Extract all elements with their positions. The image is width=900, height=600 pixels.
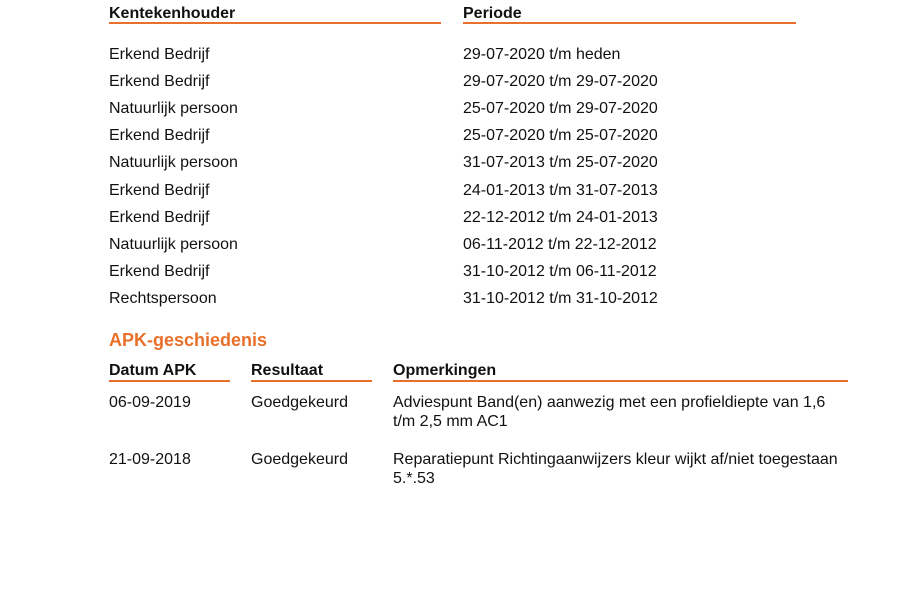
holder-cell: Erkend Bedrijf [109,127,210,145]
apk-remarks-cell: Reparatiepunt Richtingaanwijzers kleur wijkt af/niet toegestaan 5.*.53 [393,451,838,487]
apk-result-cell: Goedgekeurd [251,451,348,468]
apk-remarks-cell: Adviespunt Band(en) aanwezig met een profieldiepte van 1,6 t/m 2,5 mm AC1 [393,394,826,430]
apk-date-cell: 06-09-2019 [109,394,191,411]
period-cell: 25-07-2020 t/m 25-07-2020 [463,127,658,145]
holder-cell: Rechtspersoon [109,290,217,308]
owner-history-header [109,6,809,24]
remarks-column-header: Opmerkingen [393,362,848,382]
table-row [109,286,809,313]
holder-cell: Natuurlijk persoon [109,154,238,172]
table-row [109,231,809,258]
apk-history-rows [109,393,849,488]
apk-history-header [109,362,849,382]
holder-cell: Erkend Bedrijf [109,72,210,90]
period-cell: 24-01-2013 t/m 31-07-2013 [463,181,658,199]
table-row [109,259,809,286]
table-row [109,177,809,204]
holder-column-header: Kentekenhouder [109,6,441,24]
period-cell: 29-07-2020 t/m 29-07-2020 [463,72,658,90]
table-row [109,95,809,122]
period-column-header: Periode [463,6,796,24]
period-cell: 31-10-2012 t/m 06-11-2012 [463,263,657,281]
period-cell: 06-11-2012 t/m 22-12-2012 [463,235,657,253]
apk-result-cell: Goedgekeurd [251,394,348,411]
apk-date-cell: 21-09-2018 [109,451,191,468]
holder-cell: Natuurlijk persoon [109,99,238,117]
owner-history-table [109,6,809,313]
table-row [109,123,809,150]
holder-cell: Erkend Bedrijf [109,45,210,63]
table-row [109,450,849,488]
table-row [109,41,809,68]
result-column-header: Resultaat [251,362,372,382]
holder-cell: Erkend Bedrijf [109,263,210,281]
holder-cell: Erkend Bedrijf [109,181,210,199]
apk-section-title: APK-geschiedenis [109,330,268,350]
owner-history-rows [109,41,809,313]
table-row [109,393,849,431]
table-row [109,68,809,95]
table-row [109,204,809,231]
apk-history-table [109,362,849,507]
date-column-header: Datum APK [109,362,230,382]
period-cell: 25-07-2020 t/m 29-07-2020 [463,99,658,117]
period-cell: 31-07-2013 t/m 25-07-2020 [463,154,658,172]
period-cell: 22-12-2012 t/m 24-01-2013 [463,208,658,226]
period-cell: 31-10-2012 t/m 31-10-2012 [463,290,658,308]
table-row [109,150,809,177]
period-cell: 29-07-2020 t/m heden [463,45,621,63]
holder-cell: Erkend Bedrijf [109,208,210,226]
holder-cell: Natuurlijk persoon [109,235,238,253]
